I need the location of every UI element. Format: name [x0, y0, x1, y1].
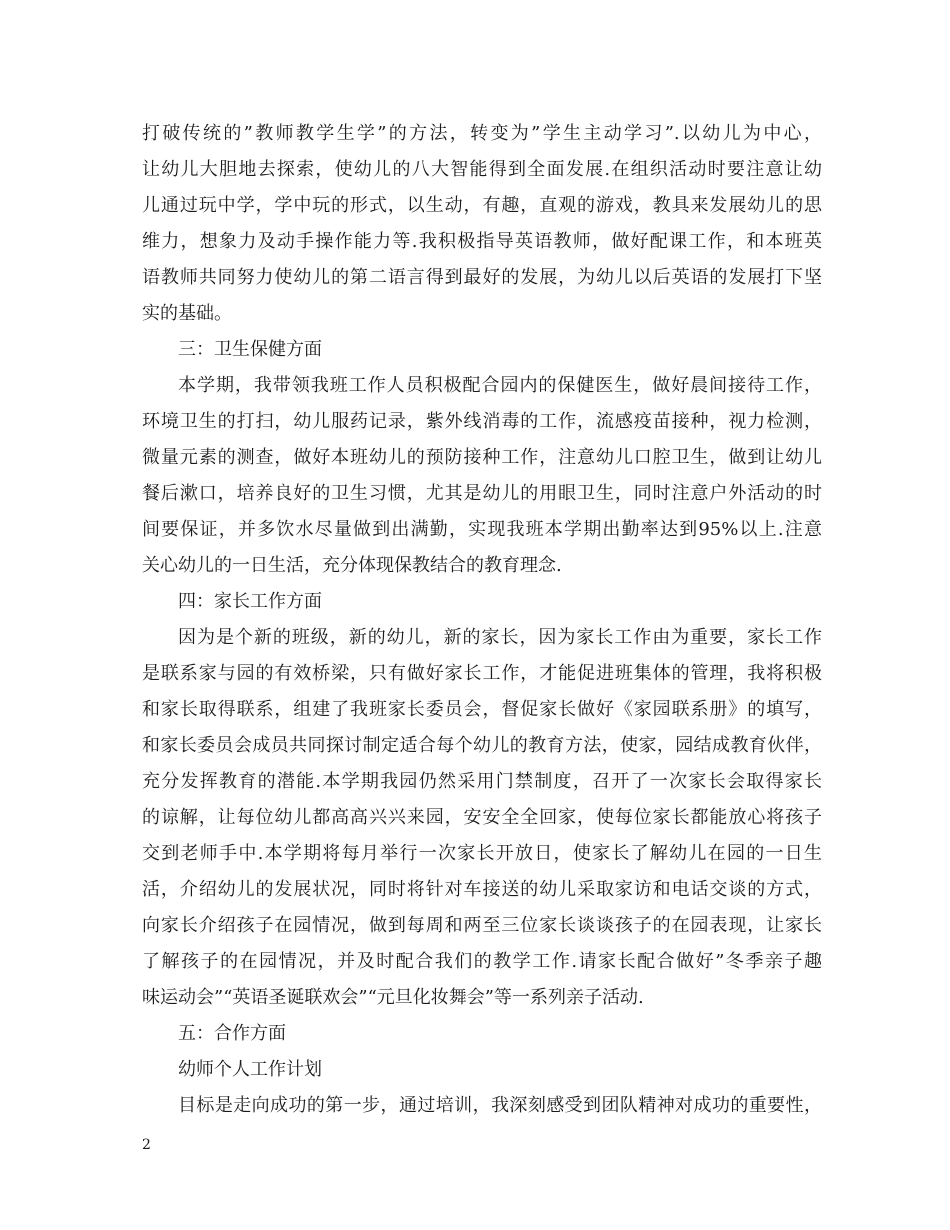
- text-line: 的谅解，让每位幼儿都高高兴兴来园，安安全全回家，使每位家长都能放心将孩子: [142, 807, 822, 828]
- text-line: 本学期，我带领我班工作人员积极配合园内的保健医生，做好晨间接待工作，: [178, 375, 822, 396]
- text-line: 充分发挥教育的潜能.本学期我园仍然采用门禁制度，召开了一次家长会取得家长: [142, 771, 822, 792]
- text-line: 目标是走向成功的第一步，通过培训，我深刻感受到团队精神对成功的重要性，: [178, 1095, 822, 1116]
- text-line: 维力，想象力及动手操作能力等.我积极指导英语教师，做好配课工作，和本班英: [142, 231, 822, 252]
- text-line: 向家长介绍孩子在园情况，做到每周和两至三位家长谈谈孩子的在园表现，让家长: [142, 915, 822, 936]
- text-line: 交到老师手中.本学期将每月举行一次家长开放日，使家长了解幼儿在园的一日生: [142, 843, 822, 864]
- text-line: 打破传统的”教师教学生学”的方法，转变为”学生主动学习”.以幼儿为中心，: [142, 123, 822, 144]
- text-line: 儿通过玩中学，学中玩的形式，以生动，有趣，直观的游戏，教具来发展幼儿的思: [142, 195, 822, 216]
- text-line: 了解孩子的在园情况，并及时配合我们的教学工作.请家长配合做好”冬季亲子趣: [142, 951, 822, 972]
- body-text: [142, 116, 822, 1124]
- text-line: 五：合作方面: [178, 1023, 286, 1044]
- text-line: 是联系家与园的有效桥梁，只有做好家长工作，才能促进班集体的管理，我将积极: [142, 663, 822, 684]
- text-line: 和家长委员会成员共同探讨制定适合每个幼儿的教育方法，使家，园结成教育伙伴，: [142, 735, 822, 756]
- text-line: 活，介绍幼儿的发展状况，同时将针对车接送的幼儿采取家访和电话交谈的方式，: [142, 879, 822, 900]
- text-line: 实的基础。: [142, 303, 232, 324]
- text-line: 因为是个新的班级，新的幼儿，新的家长，因为家长工作由为重要，家长工作: [178, 627, 822, 648]
- text-line: 和家长取得联系，组建了我班家长委员会，督促家长做好《家园联系册》的填写，: [142, 699, 822, 720]
- text-line: 餐后漱口，培养良好的卫生习惯，尤其是幼儿的用眼卫生，同时注意户外活动的时: [142, 483, 822, 504]
- text-line: 幼师个人工作计划: [178, 1059, 322, 1080]
- text-line: 味运动会”“英语圣诞联欢会”“元旦化妆舞会”等一系列亲子活动.: [142, 987, 644, 1008]
- text-line: 让幼儿大胆地去探索，使幼儿的八大智能得到全面发展.在组织活动时要注意让幼: [142, 159, 822, 180]
- text-line: 环境卫生的打扫，幼儿服药记录，紫外线消毒的工作，流感疫苗接种，视力检测，: [142, 411, 822, 432]
- text-line: 三：卫生保健方面: [178, 339, 322, 360]
- text-line: 间要保证，并多饮水尽量做到出满勤，实现我班本学期出勤率达到95%以上.注意: [142, 519, 822, 540]
- text-line: 四：家长工作方面: [178, 591, 322, 612]
- text-line: 语教师共同努力使幼儿的第二语言得到最好的发展，为幼儿以后英语的发展打下坚: [142, 267, 822, 288]
- text-line: 微量元素的测查，做好本班幼儿的预防接种工作，注意幼儿口腔卫生，做到让幼儿: [142, 447, 822, 468]
- text-line: 关心幼儿的一日生活，充分体现保教结合的教育理念.: [142, 555, 562, 576]
- page-number: 2: [142, 1137, 151, 1153]
